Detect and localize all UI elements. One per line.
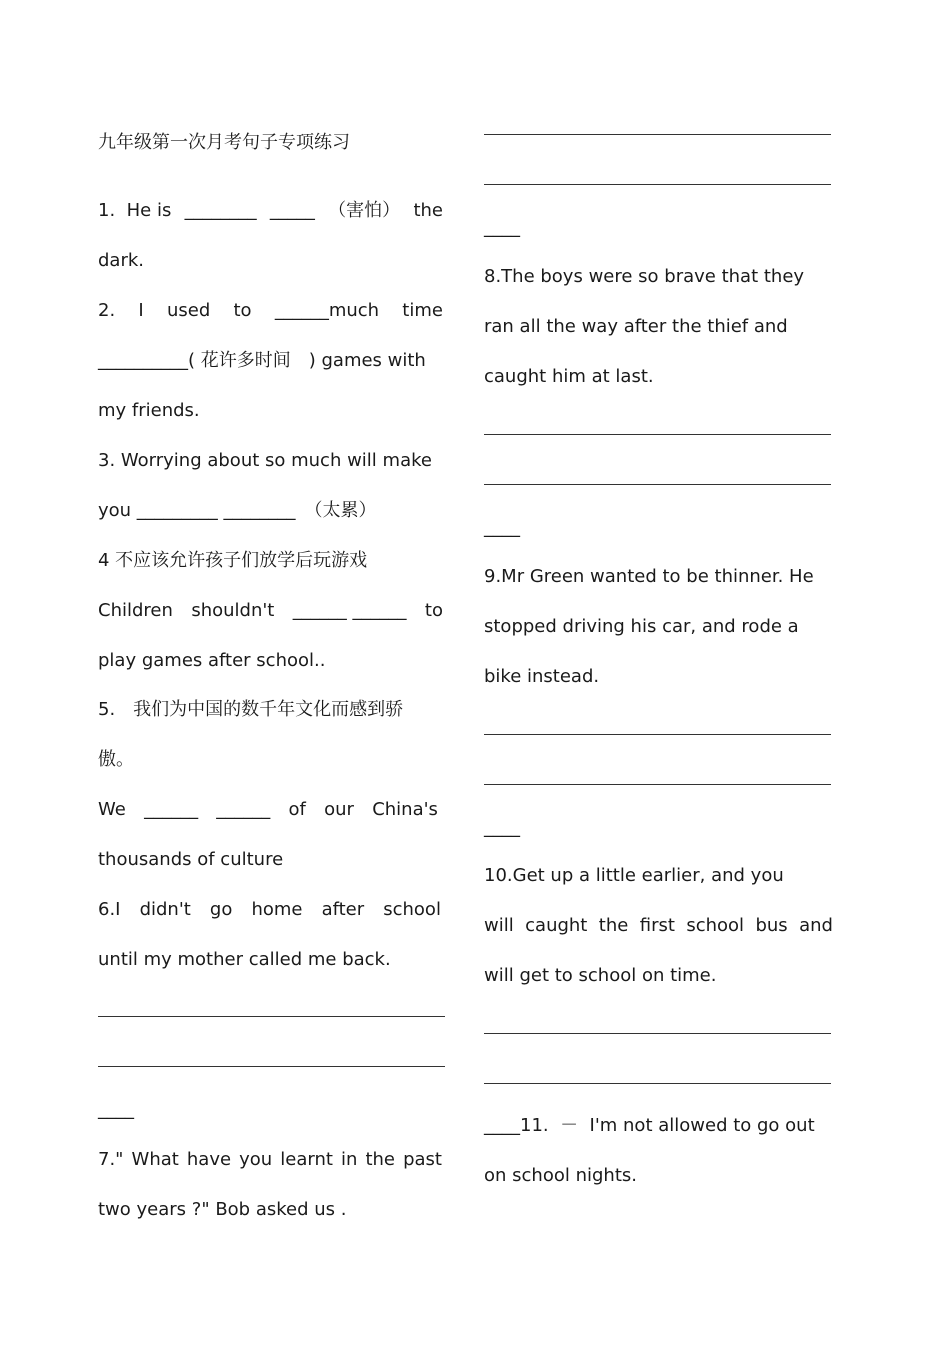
q2-w1: 2.	[98, 300, 116, 321]
answer-line-tail: ____	[484, 817, 520, 838]
q7-w5: learnt	[280, 1149, 333, 1170]
question-4-line-3: play games after school..	[98, 650, 326, 671]
q6-w1: 6.I	[98, 899, 121, 920]
answer-line	[484, 784, 831, 785]
q7-w7: the	[365, 1149, 395, 1170]
q7-w1: 7."	[98, 1149, 124, 1170]
question-7-line-1	[98, 1148, 442, 1172]
question-2-line-3: my friends.	[98, 400, 200, 421]
question-6-line-2: until my mother called me back.	[98, 949, 391, 970]
q10-w4: first	[639, 915, 675, 936]
q10-w2: caught	[525, 915, 588, 936]
q5-blank-1: ______	[144, 799, 199, 820]
q2-w2: I	[138, 300, 144, 321]
question-7-line-2: two years ?" Bob asked us .	[98, 1199, 347, 1220]
question-5-line-4: thousands of culture	[98, 849, 284, 870]
answer-line	[484, 184, 831, 185]
question-6-line-1	[98, 898, 441, 922]
q2-w3: used	[166, 300, 211, 321]
question-9-line-3: bike instead.	[484, 666, 600, 687]
q4-w1: Children	[98, 600, 173, 621]
q10-w5: school	[686, 915, 745, 936]
q4-w2: shouldn't	[191, 600, 275, 621]
page-title: 九年级第一次月考句子专项练习	[98, 132, 350, 153]
q6-w4: home	[251, 899, 303, 920]
q2-w6: time	[402, 300, 443, 321]
q1-blank-2: _____	[269, 200, 315, 221]
answer-line	[484, 134, 831, 135]
question-11-line-2: on school nights.	[484, 1165, 637, 1186]
answer-line-tail: ____	[484, 217, 520, 238]
question-1-line-1	[98, 199, 443, 223]
answer-line-tail: ____	[484, 517, 520, 538]
q10-w1: will	[484, 915, 514, 936]
question-5-line-3	[98, 798, 438, 822]
q6-w5: after	[321, 899, 365, 920]
q1-hint: （害怕）	[328, 200, 401, 221]
question-8-line-3: caught him at last.	[484, 366, 654, 387]
q5-blank-2: ______	[216, 799, 271, 820]
question-5-line-1: 5. 我们为中国的数千年文化而感到骄	[98, 699, 404, 720]
answer-line	[484, 734, 831, 735]
question-5-line-2: 傲。	[98, 749, 134, 770]
q7-w6: in	[340, 1149, 358, 1170]
question-4-line-2	[98, 599, 443, 623]
q10-w6: bus	[755, 915, 788, 936]
answer-line	[484, 434, 831, 435]
answer-line	[98, 1066, 445, 1067]
question-9-line-1: 9.Mr Green wanted to be thinner. He	[484, 566, 814, 587]
question-10-line-3: will get to school on time.	[484, 965, 717, 986]
q10-w7: and	[799, 915, 833, 936]
q5-w6: China's	[372, 799, 438, 820]
question-1-line-2: dark.	[98, 250, 145, 271]
q2-w5: ______much	[274, 300, 380, 321]
q7-w8: past	[403, 1149, 442, 1170]
answer-line	[98, 1016, 445, 1017]
question-8-line-2: ran all the way after the thief and	[484, 316, 788, 337]
q10-w3: the	[598, 915, 629, 936]
q1-text-end: the	[413, 200, 443, 221]
answer-line	[484, 484, 831, 485]
question-3-line-2: you _________ ________ （太累）	[98, 500, 377, 521]
q5-w5: our	[324, 799, 354, 820]
q6-w2: didn't	[139, 899, 191, 920]
question-11-line-1: ____11. － I'm not allowed to go out	[484, 1115, 815, 1136]
question-8-line-1: 8.The boys were so brave that they	[484, 266, 805, 287]
q1-text: 1. He is	[98, 200, 172, 221]
q7-w4: you	[239, 1149, 273, 1170]
question-3-line-1: 3. Worrying about so much will make	[98, 450, 432, 471]
question-4-line-1: 4 不应该允许孩子们放学后玩游戏	[98, 550, 368, 571]
q6-w6: school	[383, 899, 441, 920]
question-2-line-2: __________( 花许多时间 ) games with	[98, 350, 426, 371]
q7-w3: have	[186, 1149, 232, 1170]
q4-blanks: ______ ______	[292, 600, 407, 621]
q1-blank-1: ________	[184, 200, 257, 221]
question-9-line-2: stopped driving his car, and rode a	[484, 616, 799, 637]
question-10-line-1: 10.Get up a little earlier, and you	[484, 865, 784, 886]
q2-w4: to	[233, 300, 252, 321]
q4-w4: to	[424, 600, 443, 621]
question-10-line-2	[484, 914, 833, 938]
q5-w4: of	[288, 799, 306, 820]
answer-line-tail: ____	[98, 1099, 134, 1120]
q6-w3: go	[209, 899, 233, 920]
answer-line	[484, 1033, 831, 1034]
q7-w2: What	[131, 1149, 179, 1170]
question-2-line-1	[98, 299, 443, 323]
answer-line	[484, 1083, 831, 1084]
q5-w1: We	[98, 799, 126, 820]
